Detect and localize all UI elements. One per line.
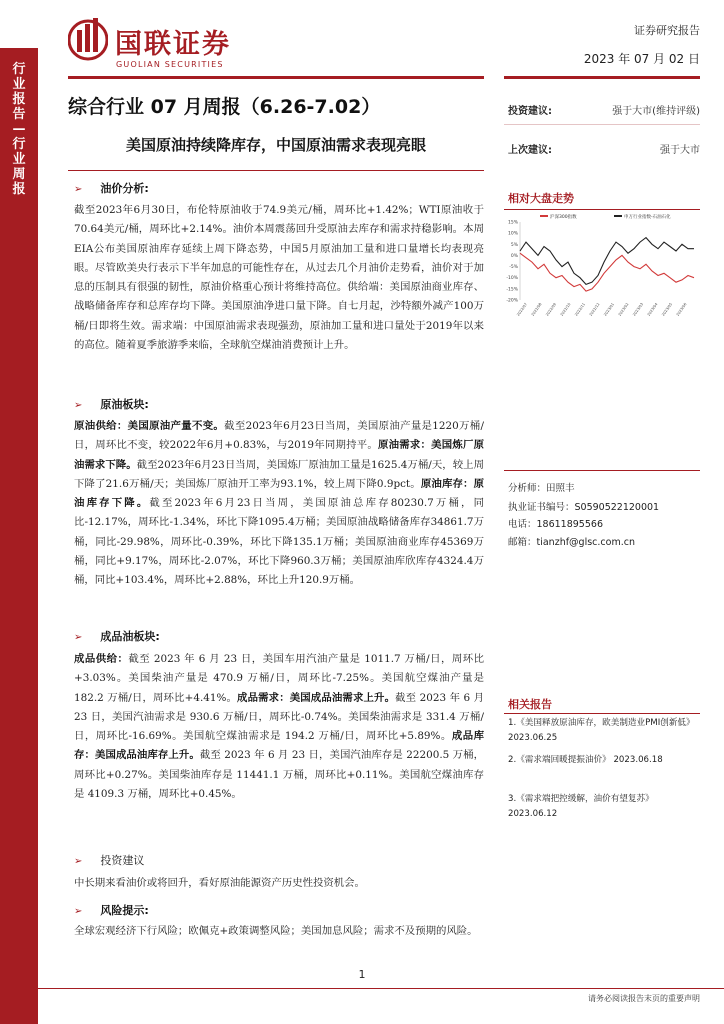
chart-divider xyxy=(504,209,700,210)
x-tick-label: 2023/04 xyxy=(646,302,659,317)
analyst-email[interactable]: 邮箱：tianzhf@glsc.com.cn xyxy=(508,537,635,548)
arrow-icon: ➢ xyxy=(74,400,83,411)
related-item[interactable]: 1.《美国释放原油库存，欧美制造业PMI创新低》 2023.06.25 xyxy=(508,718,695,743)
arrow-icon: ➢ xyxy=(74,632,83,643)
doc-type: 证券研究报告 xyxy=(634,24,700,37)
brand-name: 国联证券 xyxy=(115,29,231,60)
x-tick-label: 2022/10 xyxy=(559,302,572,317)
section-risk: ➢ 风险提示: xyxy=(74,904,149,917)
invest-label: 投资建议: xyxy=(508,106,552,117)
related-item[interactable]: 3.《需求端把控缓解，油价有望复苏》 2023.06.12 xyxy=(508,794,654,819)
doc-date: 2023 年 07 月 02 日 xyxy=(583,52,700,66)
invest-value: 强于大市(维持评级) xyxy=(612,106,700,117)
invest-text: 中长期来看油价或将回升，看好原油能源资产历史性投资机会。 xyxy=(74,877,365,889)
related-title: 相关报告 xyxy=(508,698,552,711)
legend-a-label: 沪深300指数 xyxy=(550,215,577,220)
prev-label: 上次建议: xyxy=(508,145,552,156)
header-divider xyxy=(68,76,484,79)
y-tick-label: 15% xyxy=(507,220,518,226)
x-tick-label: 2022/07 xyxy=(516,302,529,317)
series-line-1 xyxy=(520,253,694,291)
prev-value: 强于大市 xyxy=(660,145,700,156)
related-divider xyxy=(504,713,700,714)
chart-title: 相对大盘走势 xyxy=(508,192,574,205)
title-divider xyxy=(68,170,484,171)
sidebar-label: 行业报告—行业周报 xyxy=(12,62,26,197)
y-tick-label: 0% xyxy=(510,253,518,259)
analyst-name: 分析师：田照丰 xyxy=(508,483,575,494)
report-title: 综合行业 07 月周报（6.26-7.02） xyxy=(68,96,381,118)
product-text: 成品供给：截至 2023 年 6 月 23 日，美国车用汽油产量是 1011.7 万桶/日，周环比+3.03%。美国柴油产量是 470.9 万桶/日，周环比-7.25%。美国航空煤油产量是 182.2 万桶/日，周环比+4.41%。成品需求：美国成品油需求上升。截至 2023 年 6 月 23 日，美国汽油需求是 930.6 万桶/日，周环比-0.74%。美国柴油需求是 331.4 万桶/日，周环比-16.69%。美国航空煤油需求是 194.2 万桶/日，周环比+5.89%。成品库存：美国成品油库存上升。截至 2023 年 6 月 23 日，美国汽油库存是 22200.5 万桶，周环比+0.27%。美国柴油库存是 11441.1 万桶，周环比+0.11%。美国航空煤油库存是 4109.3 万桶，周环比+0.45%。 xyxy=(74,653,485,801)
x-tick-label: 2023/05 xyxy=(661,302,674,317)
analyst-license: 执业证书编号：S0590522120001 xyxy=(508,502,660,513)
section-product: ➢ 成品油板块: xyxy=(74,630,160,643)
page-number: 1 xyxy=(358,968,366,981)
relative-performance-chart xyxy=(504,212,700,320)
legend-a-swatch xyxy=(540,215,548,217)
y-tick-label: 5% xyxy=(510,242,518,248)
arrow-icon: ➢ xyxy=(74,184,83,195)
section-oil-price: ➢ 油价分析: xyxy=(74,182,149,195)
series-line-2 xyxy=(520,238,694,285)
x-tick-label: 2023/06 xyxy=(675,302,688,317)
related-item[interactable]: 2.《需求端回暖提振油价》 2023.06.18 xyxy=(508,755,663,765)
crude-text: 原油供给：美国原油产量不变。截至2023年6月23日当周，美国原油产量是1220万桶/日，周环比不变，较2022年6月+0.83%，与2019年同期持平。原油需求：美国炼厂原油需求下降。截至2023年6月23日当周，美国炼厂原油加工量是1625.4万桶/天，较上周下降了21.6万桶/天；美国炼厂原油开工率为93.1%，较上周下降0.9pct。原油库存：原油库存下降。截至2023年6月23日当周，美国原油总库存80230.7万桶，同比-12.17%，周环比-1.34%，环比下降1095.4万桶；美国原油战略储备库存34861.7万桶，同比-29.98%，周环比-0.39%，环比下降135.1万桶；美国原油商业库存45369万桶，同比+9.17%，周环比-2.07%，环比下降960.3万桶；美国原油库欣库存4324.4万桶，同比+103.4%，周环比+2.88%，环比上升120.9万桶。 xyxy=(74,420,485,587)
footer-note: 请务必阅读报告末页的重要声明 xyxy=(588,994,700,1003)
report-subtitle: 美国原油持续降库存，中国原油需求表现亮眼 xyxy=(125,136,426,154)
brand-name-en: GUOLIAN SECURITIES xyxy=(116,60,224,69)
x-tick-label: 2022/12 xyxy=(588,302,601,317)
section-crude: ➢ 原油板块: xyxy=(74,398,149,411)
arrow-icon: ➢ xyxy=(74,906,83,917)
x-tick-label: 2022/08 xyxy=(530,302,543,317)
footer-divider xyxy=(0,988,724,989)
x-tick-label: 2023/03 xyxy=(632,302,645,317)
y-tick-label: -20% xyxy=(506,298,518,304)
y-tick-label: -5% xyxy=(509,265,518,271)
x-tick-label: 2023/01 xyxy=(603,302,616,317)
header-divider-right xyxy=(504,76,700,79)
y-tick-label: 10% xyxy=(507,231,518,237)
guolian-logo-icon xyxy=(68,16,108,62)
risk-text: 全球宏观经济下行风险；欧佩克+政策调整风险；美国加息风险；需求不及预期的风险。 xyxy=(74,925,478,937)
oil-price-text: 截至2023年6月30日，布伦特原油收于74.9美元/桶，周环比+1.42%；WTI原油收于70.64美元/桶，周环比+2.14%。油价本周震荡回升受原油去库存和需求持稳影响。本周EIA公布美国原油库存延续上周下降态势，中国5月原油加工量和进口量增长均表现亮眼。尽管欧美央行表示下半年加息的可能性存在，从过去几个月油价走势看，油价对于加息的压制具有很强的韧性，原油价格重心预计将维持高位。供给端：美国原油商业库存、战略储备库存和总库存均下降。美国原油净进口量下降。自七月起，沙特额外减产100万桶/日即将生效。需求端：中国原油需求表现强劲，原油加工量和进口量处于2019年以来的高位。随着夏季旅游季来临，全球航空煤油消费预计上升。 xyxy=(74,204,484,352)
legend-b-swatch xyxy=(614,215,622,217)
x-tick-label: 2023/02 xyxy=(617,302,630,317)
y-tick-label: -15% xyxy=(506,287,518,293)
arrow-icon: ➢ xyxy=(74,856,83,867)
x-tick-label: 2022/09 xyxy=(545,302,558,317)
rating-divider xyxy=(504,124,700,125)
legend-b-label: 申万行业指数-石油石化 xyxy=(624,215,671,220)
analyst-phone: 电话：18611895566 xyxy=(508,519,603,530)
section-invest: ➢ 投资建议 xyxy=(74,854,145,867)
analyst-divider xyxy=(504,470,700,471)
x-tick-label: 2022/11 xyxy=(574,302,587,317)
y-tick-label: -10% xyxy=(506,276,518,282)
